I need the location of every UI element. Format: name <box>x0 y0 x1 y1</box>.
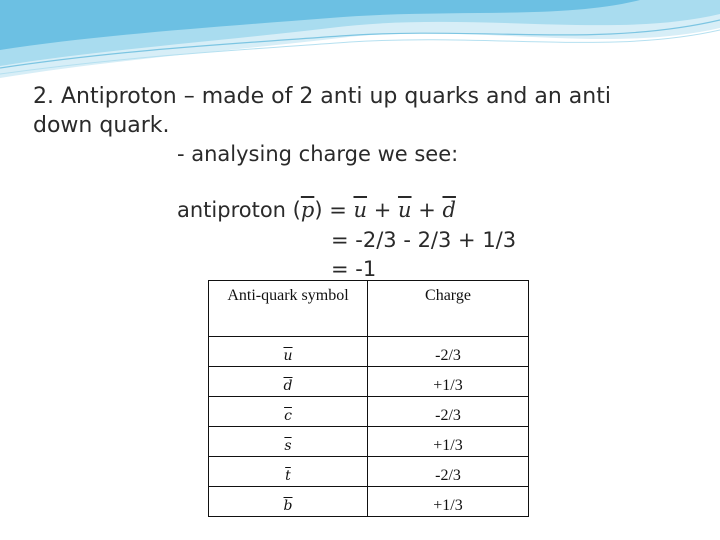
anti-quark-symbol: $\overline{c}$ <box>284 408 292 424</box>
charge-value: -2/3 <box>368 337 529 367</box>
table-row <box>209 487 529 517</box>
anti-quark-symbol: $\overline{d}$ <box>283 378 293 394</box>
equation-term: $\overline{u}$ <box>353 198 368 222</box>
table-row <box>209 457 529 487</box>
header-wave-decoration <box>0 0 720 90</box>
charge-value: -2/3 <box>368 457 529 487</box>
slide-subheading: - analysing charge we see: <box>177 142 459 166</box>
column-header-symbol: Anti-quark symbol <box>209 281 368 337</box>
anti-quark-symbol: $\overline{s}$ <box>284 438 292 454</box>
anti-quark-table <box>208 280 529 517</box>
column-header-charge: Charge <box>368 281 529 337</box>
table-header-row <box>209 281 529 337</box>
anti-quark-symbol: $\overline{u}$ <box>283 348 293 364</box>
table-row <box>209 367 529 397</box>
equation-lhs-symbol: $\overline{p}$ <box>300 198 315 222</box>
charge-value: -2/3 <box>368 397 529 427</box>
equation-line-2: = -2/3 - 2/3 + 1/3 <box>331 228 517 252</box>
table-row <box>209 397 529 427</box>
equation-line-3: = -1 <box>331 257 377 281</box>
equation-lhs-text: antiproton ( <box>177 198 301 222</box>
table-row <box>209 337 529 367</box>
slide-heading: 2. Antiproton – made of 2 anti up quarks and an anti down quark. <box>33 84 611 138</box>
table-row <box>209 427 529 457</box>
charge-value: +1/3 <box>368 487 529 517</box>
charge-value: +1/3 <box>368 427 529 457</box>
anti-quark-symbol: $\overline{b}$ <box>283 498 293 514</box>
equation-term: $\overline{d}$ <box>442 198 456 222</box>
equation-line-1: antiproton $(\overline{p}) = \overline{u} + \overline{u} + \overline{d}$ <box>177 198 456 222</box>
equation-lhs-close: ) <box>314 198 323 222</box>
charge-value: +1/3 <box>368 367 529 397</box>
anti-quark-symbol: $\overline{t}$ <box>285 468 291 484</box>
equation-term: $\overline{u}$ <box>397 198 412 222</box>
